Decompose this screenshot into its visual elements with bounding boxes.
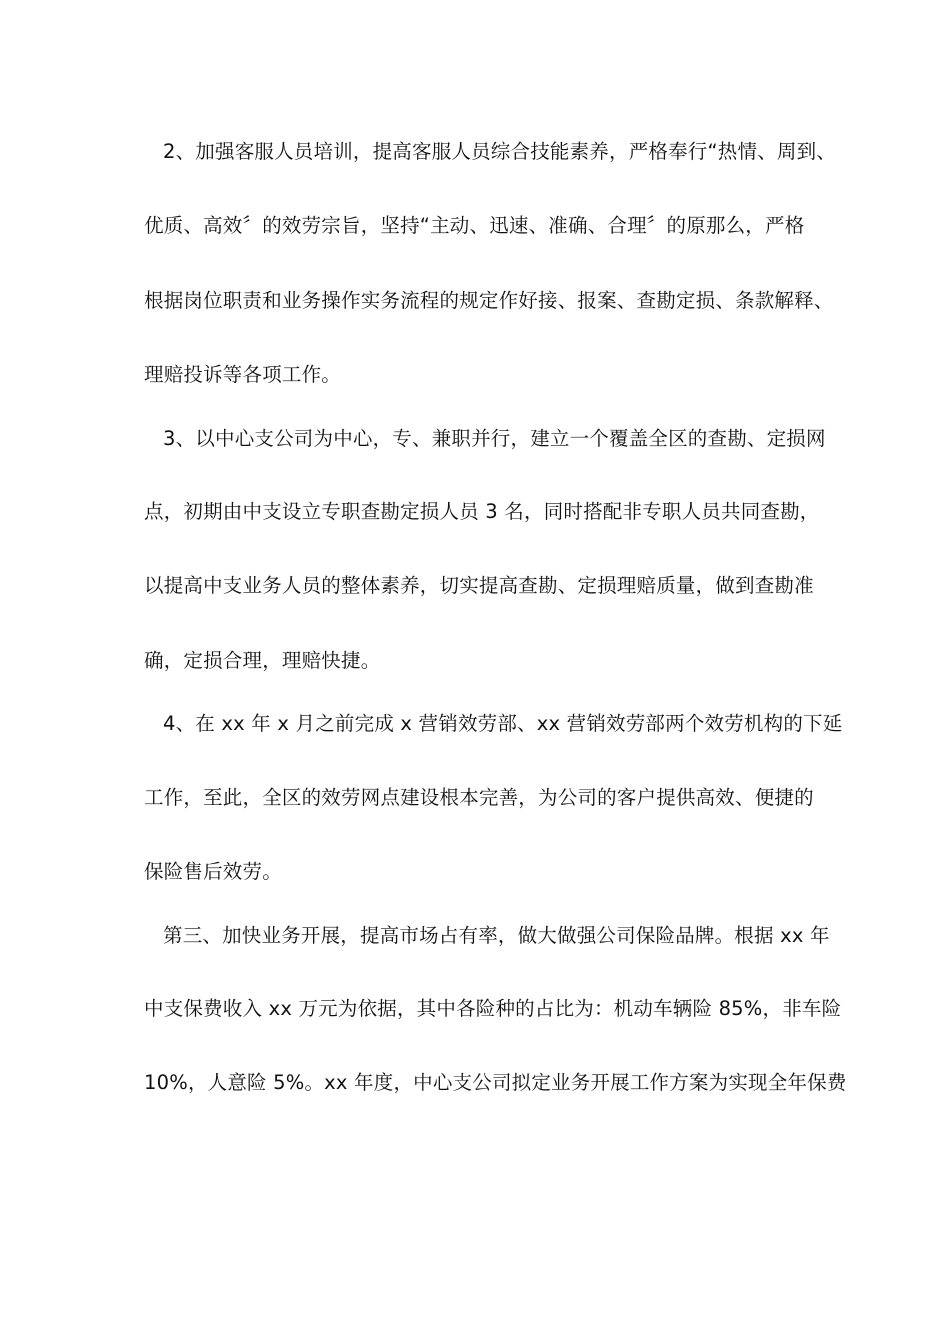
section-3-line-1: 第三、加快业务开展，提高市场占有率，做大做强公司保险品牌。根据 xx 年 [163,924,830,947]
paragraph-3-line-3: 以提高中支业务人员的整体素养，切实提高查勘、定损理赔质量，做到查勘准 [144,574,814,597]
section-3-line-2: 中支保费收入 xx 万元为依据，其中各险种的占比为：机动车辆险 85%，非车险 [144,997,842,1020]
paragraph-3-line-1: 3、以中心支公司为中心，专、兼职并行，建立一个覆盖全区的查勘、定损网 [163,427,826,450]
paragraph-2-line-4: 理赔投诉等各项工作。 [144,363,342,386]
paragraph-2-line-3: 根据岗位职责和业务操作实务流程的规定作好接、报案、查勘定损、条款解释、 [144,289,834,312]
paragraph-4-line-3: 保险售后效劳。 [144,860,282,883]
paragraph-4-line-2: 工作，至此，全区的效劳网点建设根本完善，为公司的客户提供高效、便捷的 [144,786,814,809]
section-3-line-3: 10%，人意险 5%。xx 年度，中心支公司拟定业务开展工作方案为实现全年保费 [144,1071,847,1094]
paragraph-3-line-2: 点，初期由中支设立专职查勘定损人员 3 名，同时搭配非专职人员共同查勘， [144,500,820,523]
paragraph-2-line-2: 优质、高效〞的效劳宗旨，坚持“主动、迅速、准确、合理〞的原那么，严格 [144,214,805,237]
paragraph-4-line-1: 4、在 xx 年 x 月之前完成 x 营销效劳部、xx 营销效劳部两个效劳机构的下延 [163,712,843,735]
paragraph-3-line-4: 确，定损合理，理赔快捷。 [144,649,381,672]
paragraph-2-line-1: 2、加强客服人员培训，提高客服人员综合技能素养，严格奉行“热情、周到、 [163,140,837,163]
